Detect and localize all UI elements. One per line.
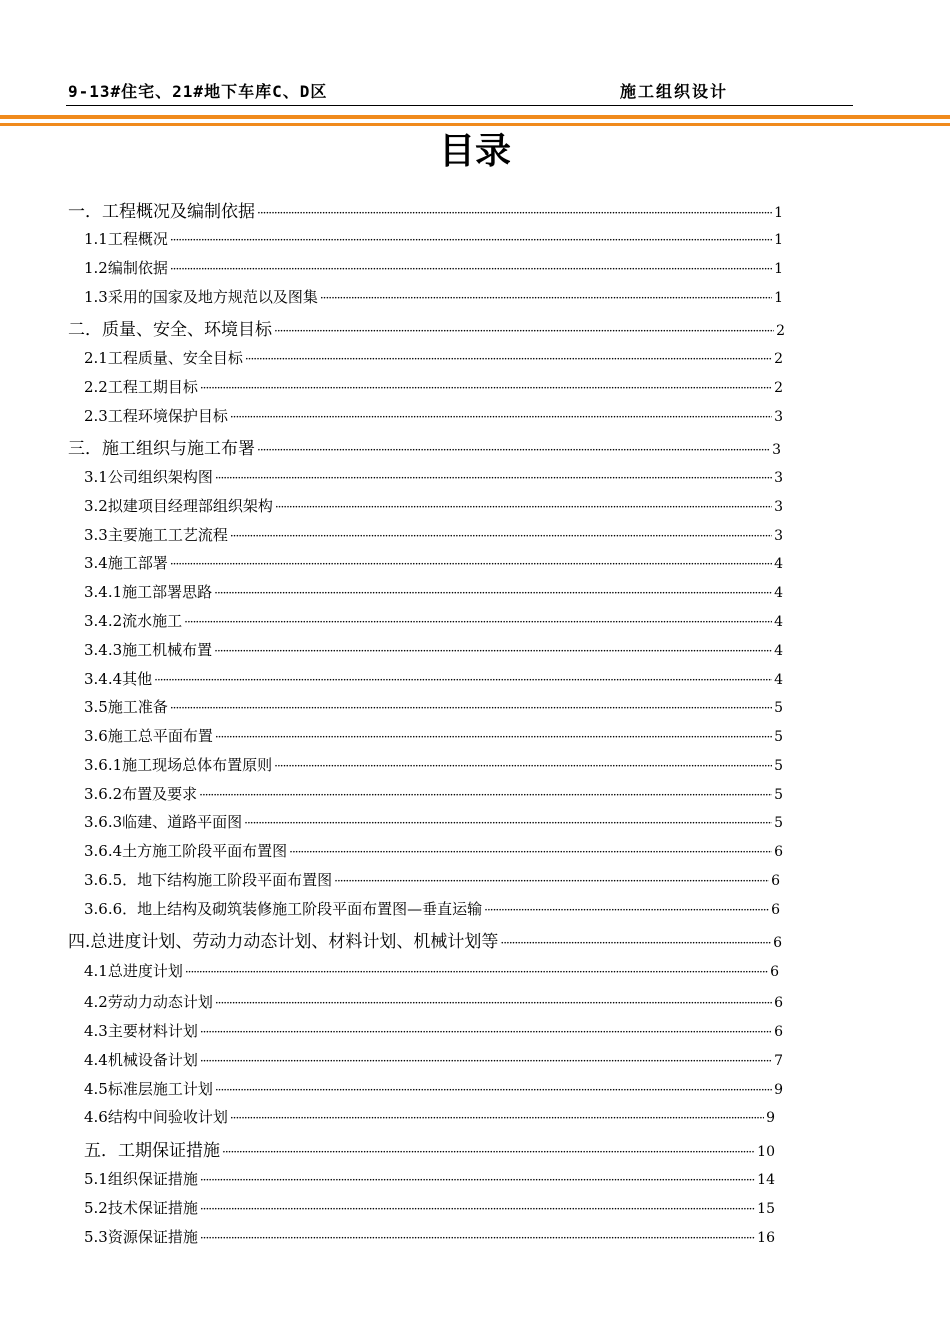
toc-entry-page-number: 6: [774, 844, 783, 860]
toc-entry-page-number: 4: [774, 643, 783, 659]
toc-entry[interactable]: [84, 1049, 783, 1070]
toc-entry[interactable]: [84, 466, 783, 487]
toc-dot-leader: [214, 586, 772, 600]
toc-dot-leader: [200, 1173, 755, 1187]
toc-entry-label: 4.5标准层施工计划: [84, 1080, 213, 1098]
toc-dot-leader: [289, 845, 772, 859]
toc-entry-label: 4.1总进度计划: [84, 962, 183, 980]
toc-dot-leader: [215, 471, 772, 485]
toc-entry-label: 3.4.3施工机械布置: [84, 641, 213, 659]
toc-dot-leader: [170, 557, 772, 571]
toc-dot-leader: [184, 615, 772, 629]
toc-dot-leader: [257, 443, 770, 457]
toc-entry-label: 3.6.6．地上结构及砌筑装修施工阶段平面布置图—垂直运输: [84, 900, 483, 918]
toc-entry[interactable]: [84, 524, 783, 545]
toc-entry-page-number: 3: [774, 409, 783, 425]
toc-entry-label: 5.2技术保证措施: [84, 1199, 198, 1217]
toc-entry-label: 4.4机械设备计划: [84, 1051, 198, 1069]
toc-dot-leader: [244, 816, 772, 830]
toc-dot-leader: [200, 1025, 772, 1039]
toc-entry-label: 3.6.4土方施工阶段平面布置图: [84, 842, 288, 860]
toc-entry[interactable]: [84, 228, 783, 249]
toc-entry-label: 2.2工程工期目标: [84, 378, 198, 396]
toc-entry-page-number: 1: [774, 205, 783, 221]
toc-entry-page-number: 5: [774, 758, 783, 774]
toc-dot-leader: [215, 1083, 772, 1097]
toc-dot-leader: [199, 788, 772, 802]
toc-entry-label: 3.6.5．地下结构施工阶段平面布置图: [84, 871, 333, 889]
toc-dot-leader: [200, 381, 772, 395]
toc-entry-label: 2.3工程环境保护目标: [84, 407, 228, 425]
toc-entry-label: 二．质量、安全、环境目标: [68, 320, 272, 340]
toc-entry-page-number: 5: [774, 815, 783, 831]
toc-entry[interactable]: [84, 347, 783, 368]
toc-entry-label: 4.2劳动力动态计划: [84, 993, 213, 1011]
toc-entry-label: 5.3资源保证措施: [84, 1228, 198, 1246]
toc-entry-label: 3.4施工部署: [84, 554, 168, 572]
toc-dot-leader: [274, 324, 774, 338]
toc-dot-leader: [215, 996, 772, 1010]
header-project-title: 9-13#住宅、21#地下车库C、D区: [68, 82, 328, 101]
toc-entry-label: 5.1组织保证措施: [84, 1170, 198, 1188]
toc-entry-page-number: 5: [774, 729, 783, 745]
toc-entry-page-number: 6: [771, 873, 780, 889]
toc-entry[interactable]: [68, 434, 781, 459]
toc-entry[interactable]: [68, 315, 785, 340]
toc-entry-page-number: 16: [757, 1230, 775, 1246]
toc-entry-label: 一．工程概况及编制依据: [68, 202, 255, 222]
toc-entry[interactable]: [84, 581, 783, 602]
toc-entry-page-number: 9: [774, 1082, 783, 1098]
toc-dot-leader: [320, 291, 772, 305]
toc-entry-label: 3.4.2流水施工: [84, 612, 183, 630]
toc-entry-page-number: 3: [772, 442, 781, 458]
toc-entry-label: 4.6结构中间验收计划: [84, 1108, 228, 1126]
toc-dot-leader: [500, 936, 771, 950]
toc-entry[interactable]: [84, 495, 783, 516]
toc-dot-leader: [154, 673, 772, 687]
toc-entry[interactable]: [84, 754, 783, 775]
toc-entry-page-number: 6: [771, 902, 780, 918]
toc-dot-leader: [245, 352, 772, 366]
toc-entry[interactable]: [84, 1020, 783, 1041]
toc-entry-page-number: 5: [774, 787, 783, 803]
toc-entry-label: 1.3采用的国家及地方规范以及图集: [84, 288, 318, 306]
toc-entry[interactable]: [84, 1226, 775, 1247]
toc-dot-leader: [200, 1231, 755, 1245]
toc-entry-label: 3.6.3临建、道路平面图: [84, 813, 243, 831]
toc-dot-leader: [222, 1145, 755, 1159]
toc-entry-label: 3.6.1施工现场总体布置原则: [84, 756, 273, 774]
toc-dot-leader: [170, 262, 772, 276]
toc-entry[interactable]: [84, 811, 783, 832]
toc-dot-leader: [274, 759, 772, 773]
toc-dot-leader: [200, 1054, 772, 1068]
toc-dot-leader: [334, 874, 769, 888]
toc-dot-leader: [257, 206, 772, 220]
toc-entry[interactable]: [84, 840, 783, 861]
toc-entry-label: 五．工期保证措施: [84, 1141, 220, 1161]
toc-entry-page-number: 4: [774, 556, 783, 572]
toc-dot-leader: [185, 965, 768, 979]
toc-entry-label: 3.4.4其他: [84, 670, 153, 688]
toc-entry[interactable]: [84, 552, 783, 573]
toc-entry[interactable]: [84, 286, 783, 307]
toc-entry[interactable]: [84, 639, 783, 660]
toc-entry[interactable]: [84, 783, 783, 804]
toc-entry-page-number: 2: [774, 380, 783, 396]
toc-entry[interactable]: [84, 696, 783, 717]
toc-entry[interactable]: [84, 1078, 783, 1099]
toc-entry-label: 3.2拟建项目经理部组织架构: [84, 497, 273, 515]
toc-entry[interactable]: [84, 869, 780, 890]
header-document-type: 施工组织设计: [620, 82, 729, 101]
toc-entry-page-number: 4: [774, 585, 783, 601]
toc-dot-leader: [230, 410, 772, 424]
toc-entry-page-number: 4: [774, 614, 783, 630]
toc-dot-leader: [230, 1111, 764, 1125]
toc-dot-leader: [215, 730, 772, 744]
toc-entry-page-number: 6: [774, 1024, 783, 1040]
toc-entry-page-number: 7: [774, 1053, 783, 1069]
toc-entry-page-number: 4: [774, 672, 783, 688]
toc-entry-page-number: 10: [757, 1144, 775, 1160]
toc-entry-label: 3.4.1施工部署思路: [84, 583, 213, 601]
toc-entry-page-number: 1: [774, 232, 783, 248]
toc-entry-page-number: 1: [774, 261, 783, 277]
toc-entry-page-number: 6: [773, 935, 782, 951]
toc-entry-label: 3.3主要施工工艺流程: [84, 526, 228, 544]
toc-dot-leader: [484, 903, 769, 917]
toc-entry[interactable]: [68, 927, 782, 952]
toc-entry[interactable]: [84, 668, 783, 689]
toc-entry[interactable]: [84, 610, 783, 631]
toc-entry[interactable]: [84, 376, 783, 397]
toc-entry-page-number: 3: [774, 499, 783, 515]
toc-entry-page-number: 3: [774, 528, 783, 544]
toc-entry-label: 3.1公司组织架构图: [84, 468, 213, 486]
toc-entry-label: 1.2编制依据: [84, 259, 168, 277]
toc-entry[interactable]: [84, 257, 783, 278]
toc-entry-label: 2.1工程质量、安全目标: [84, 349, 243, 367]
toc-entry-page-number: 6: [774, 995, 783, 1011]
toc-dot-leader: [275, 500, 772, 514]
toc-entry-label: 3.5施工准备: [84, 698, 168, 716]
toc-entry[interactable]: [84, 405, 783, 426]
toc-entry-page-number: 5: [774, 700, 783, 716]
toc-entry[interactable]: [84, 991, 783, 1012]
toc-dot-leader: [214, 644, 772, 658]
toc-entry-page-number: 3: [774, 470, 783, 486]
page-title: 目录: [438, 131, 511, 172]
toc-entry-label: 1.1工程概况: [84, 230, 168, 248]
toc-entry-page-number: 2: [774, 351, 783, 367]
toc-entry[interactable]: [84, 1197, 775, 1218]
toc-dot-leader: [170, 701, 772, 715]
toc-entry[interactable]: [68, 197, 783, 222]
toc-entry-label: 4.3主要材料计划: [84, 1022, 198, 1040]
toc-entry[interactable]: [84, 1106, 775, 1127]
toc-entry[interactable]: [84, 960, 779, 981]
toc-entry[interactable]: [84, 898, 780, 919]
toc-entry-label: 3.6施工总平面布置: [84, 727, 213, 745]
toc-entry-label: 三．施工组织与施工布署: [68, 439, 255, 459]
toc-entry[interactable]: [84, 725, 783, 746]
toc-entry-label: 四.总进度计划、劳动力动态计划、材料计划、机械计划等: [68, 932, 499, 952]
toc-entry-page-number: 6: [770, 964, 779, 980]
toc-entry[interactable]: [84, 1136, 775, 1161]
toc-entry-label: 3.6.2布置及要求: [84, 785, 198, 803]
toc-dot-leader: [230, 529, 772, 543]
toc-dot-leader: [200, 1202, 755, 1216]
toc-entry-page-number: 1: [774, 290, 783, 306]
toc-entry-page-number: 2: [776, 323, 785, 339]
toc-entry-page-number: 9: [766, 1110, 775, 1126]
toc-entry-page-number: 15: [757, 1201, 775, 1217]
toc-entry-page-number: 14: [757, 1172, 775, 1188]
toc-dot-leader: [170, 233, 772, 247]
toc-entry[interactable]: [84, 1168, 775, 1189]
